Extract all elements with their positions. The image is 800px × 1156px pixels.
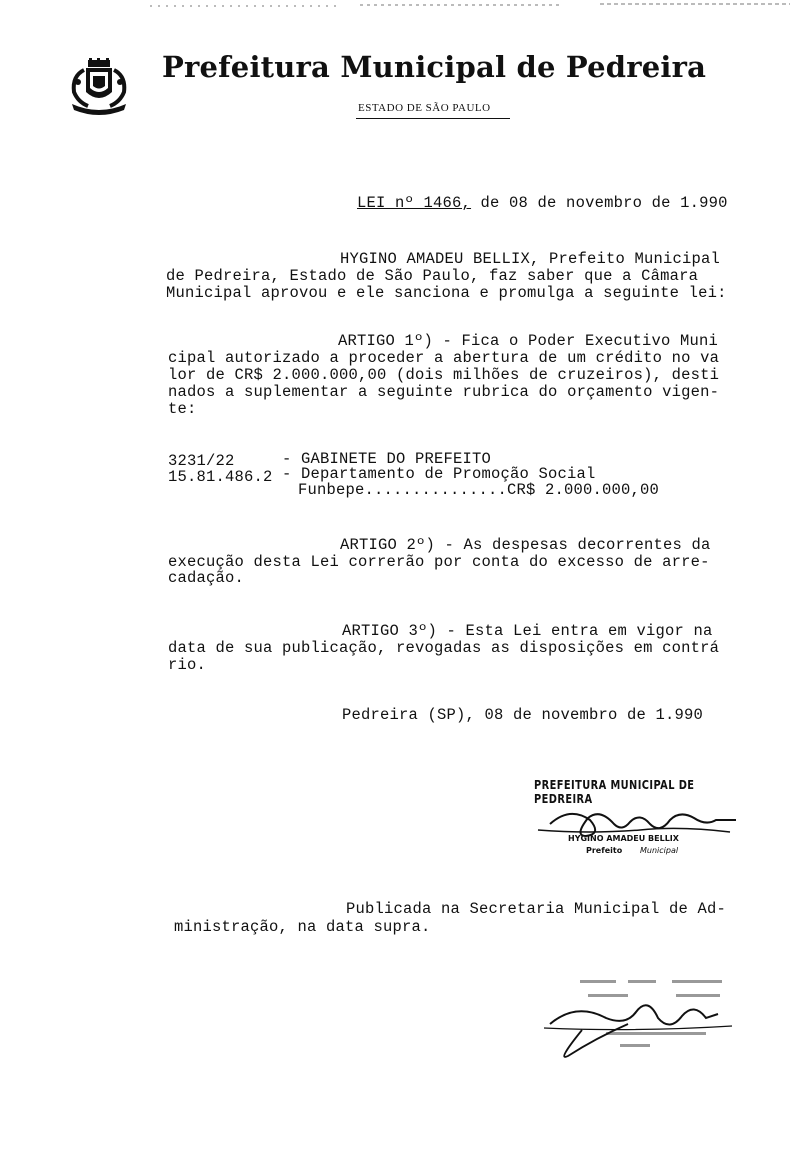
page-title: Prefeitura Municipal de Pedreira — [162, 50, 707, 84]
mayor-role: Prefeito — [586, 846, 623, 855]
art3-line-3: rio. — [168, 656, 207, 674]
intro-line-3: Municipal aprovou e ele sanciona e promulga a seguinte lei: — [166, 284, 727, 302]
budget-label-1: - GABINETE DO PREFEITO — [282, 450, 492, 468]
art1-line-1: ARTIGO 1º) - Fica o Poder Executivo Muni — [338, 332, 719, 350]
art3-line-1: ARTIGO 3º) - Esta Lei entra em vigor na — [342, 622, 713, 640]
art1-line-5: te: — [168, 400, 197, 418]
secretary-signature — [536, 972, 746, 1068]
law-date: de 08 de novembro de 1.990 — [471, 194, 728, 212]
budget-code-2: 15.81.486.2 — [168, 468, 273, 486]
budget-code-1: 3231/22 — [168, 452, 235, 470]
publication-line-1: Publicada na Secretaria Municipal de Ad- — [346, 900, 727, 918]
scan-noise — [0, 0, 800, 10]
mayor-stamp-header: PREFEITURA MUNICIPAL DE PEDREIRA — [534, 778, 695, 806]
budget-label-2: - Departamento de Promoção Social — [282, 465, 596, 483]
intro-line-1: HYGINO AMADEU BELLIX, Prefeito Municipal — [340, 250, 721, 268]
mayor-role-2: Municipal — [640, 846, 679, 855]
art1-line-3: lor de CR$ 2.000.000,00 (dois milhões de cruzeiros), desti — [168, 366, 720, 384]
art3-line-2: data de sua publicação, revogadas as disposições em contrá — [168, 639, 720, 657]
art1-line-2: cipal autorizado a proceder a abertura de um crédito no va — [168, 349, 720, 367]
law-number: LEI nº 1466, — [357, 194, 472, 212]
closing-date: Pedreira (SP), 08 de novembro de 1.990 — [342, 706, 704, 724]
art2-line-3: cadação. — [168, 569, 245, 587]
intro-line-2: de Pedreira, Estado de São Paulo, faz saber que a Câmara — [166, 267, 699, 285]
law-heading — [338, 176, 728, 212]
mayor-name: HYGINO AMADEU BELLIX — [568, 834, 679, 843]
subtitle-underline — [356, 118, 510, 119]
art1-line-4: nados a suplementar a seguinte rubrica do orçamento vigen- — [168, 383, 720, 401]
state-subtitle: ESTADO DE SÃO PAULO — [358, 102, 491, 114]
coat-of-arms-emblem — [68, 58, 130, 116]
budget-label-3: Funbepe...............CR$ 2.000.000,00 — [298, 481, 660, 499]
art2-line-1: ARTIGO 2º) - As despesas decorrentes da — [340, 536, 711, 554]
publication-line-2: ministração, na data supra. — [174, 918, 431, 936]
art2-line-2: execução desta Lei correrão por conta do excesso de arre- — [168, 553, 710, 571]
